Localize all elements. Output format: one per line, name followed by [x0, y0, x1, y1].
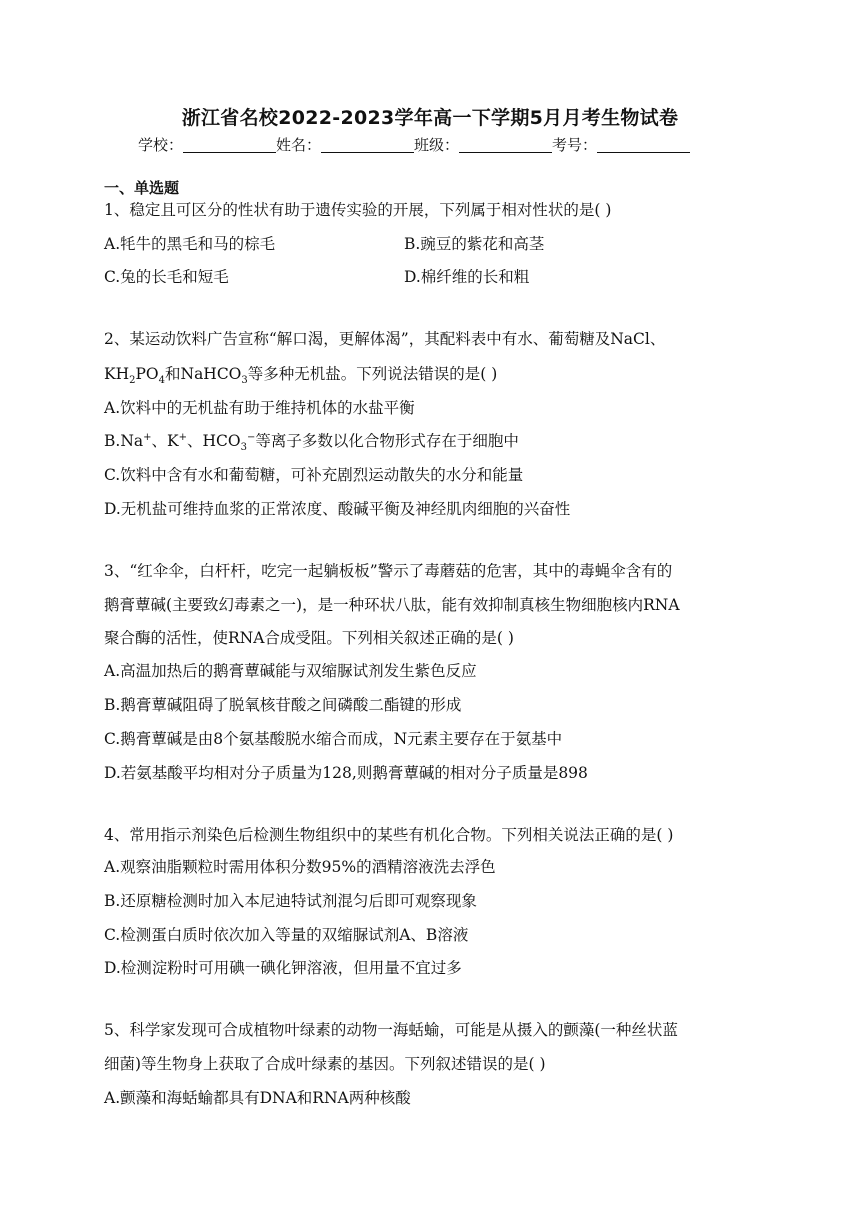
q5-option-a: A.颤藻和海蛞蝓都具有DNA和RNA两种核酸	[104, 1089, 411, 1107]
q2-option-a: A.饮料中的无机盐有助于维持机体的水盐平衡	[104, 399, 415, 417]
q4-option-c: C.检测蛋白质时依次加入等量的双缩脲试剂A、B溶液	[104, 926, 469, 944]
q2-option-c: C.饮料中含有水和葡萄糖，可补充剧烈运动散失的水分和能量	[104, 466, 524, 484]
class-blank[interactable]	[459, 138, 552, 153]
q1-option-c: C.兔的长毛和短毛	[104, 268, 229, 286]
name-blank[interactable]	[321, 138, 414, 153]
q3-option-a: A.高温加热后的鹅膏蕈碱能与双缩脲试剂发生紫色反应	[104, 662, 477, 680]
student-info-line	[138, 135, 690, 155]
q4-option-d: D.检测淀粉时可用碘一碘化钾溶液，但用量不宜过多	[104, 959, 462, 977]
q3-stem-line1: 3、“红伞伞，白杆杆，吃完一起躺板板”警示了毒蘑菇的危害，其中的毒蝇伞含有的	[104, 562, 673, 580]
q3-stem-line3: 聚合酶的活性，使RNA合成受阻。下列相关叙述正确的是( )	[104, 629, 514, 647]
exam-number-label: 考号：	[552, 136, 598, 154]
q4-option-a: A.观察油脂颗粒时需用体积分数95%的酒精溶液洗去浮色	[104, 858, 496, 876]
section-title: 一、单选题	[104, 179, 180, 197]
name-label: 姓名：	[276, 136, 322, 154]
q2-option-d: D.无机盐可维持血浆的正常浓度、酸碱平衡及神经肌肉细胞的兴奋性	[104, 500, 571, 518]
q2-stem-line2: $KH_2PO_4$和NaHCO$_3$等多种无机盐。下列说法错误的是( )	[104, 365, 498, 387]
q1-stem: 1、稳定且可区分的性状有助于遗传实验的开展，下列属于相对性状的是( )	[104, 201, 612, 219]
q2-stem-line1: 2、某运动饮料广告宣称“解口渴，更解体渴”，其配料表中有水、葡萄糖及NaCl、	[104, 330, 666, 348]
q1-option-b: B.豌豆的紫花和高茎	[404, 235, 545, 253]
school-blank[interactable]	[183, 138, 276, 153]
q1-option-a: A.牦牛的黑毛和马的棕毛	[104, 235, 276, 253]
exam-number-blank[interactable]	[597, 138, 690, 153]
class-label: 班级：	[414, 136, 460, 154]
q3-stem-line2: 鹅膏蕈碱(主要致幻毒素之一)，是一种环状八肽，能有效抑制真核生物细胞核内RNA	[104, 596, 680, 614]
q1-option-d: D.棉纤维的长和粗	[404, 268, 530, 286]
q4-stem: 4、常用指示剂染色后检测生物组织中的某些有机化合物。下列相关说法正确的是( )	[104, 826, 674, 844]
q3-option-d: D.若氨基酸平均相对分子质量为128,则鹅膏蕈碱的相对分子质量是898	[104, 764, 588, 782]
q5-stem-line2: 细菌)等生物身上获取了合成叶绿素的基因。下列叙述错误的是( )	[104, 1055, 546, 1073]
q3-option-c: C.鹅膏蕈碱是由8个氨基酸脱水缩合而成，N元素主要存在于氨基中	[104, 730, 563, 748]
school-label: 学校：	[138, 136, 184, 154]
q5-stem-line1: 5、科学家发现可合成植物叶绿素的动物一海蛞蝓，可能是从摄入的颤藻(一种丝状蓝	[104, 1021, 678, 1039]
exam-title: 浙江省名校2022-2023学年高一下学期5月月考生物试卷	[181, 107, 679, 129]
q3-option-b: B.鹅膏蕈碱阻碍了脱氧核苷酸之间磷酸二酯键的形成	[104, 696, 462, 714]
q4-option-b: B.还原糖检测时加入本尼迪特试剂混匀后即可观察现象	[104, 892, 477, 910]
q2-option-b: B.Na+、K+、$HCO_3^-$等离子多数以化合物形式存在于细胞中	[104, 431, 519, 454]
